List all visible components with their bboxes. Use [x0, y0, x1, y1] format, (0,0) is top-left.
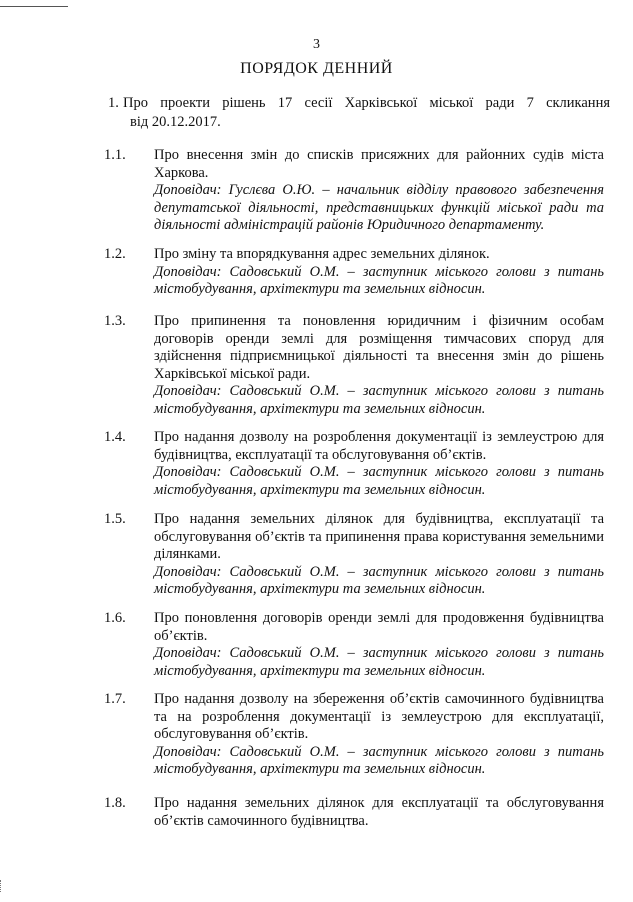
item-number: 1.2. — [104, 246, 126, 262]
item-title: Про надання земельних ділянок для експлуатації та обслуговування об’єктів самочинного будівництва. — [154, 795, 604, 829]
page-title: ПОРЯДОК ДЕННИЙ — [240, 60, 393, 77]
agenda-item-1-8 — [104, 795, 604, 830]
item-number: 1.1. — [104, 147, 126, 163]
scan-edge-mark — [0, 880, 4, 892]
item-speaker: Доповідач: Садовський О.М. – заступник міського голови з питань містобудування, архітектури та земельних відносин. — [154, 263, 604, 297]
scan-artifact-line — [0, 6, 68, 7]
main-item-line1: Про проекти рішень 17 сесії Харківської міської ради 7 скликання — [123, 95, 610, 111]
item-speaker: Доповідач: Садовський О.М. – заступник міського голови з питань містобудування, архітектури та земельних відносин. — [154, 464, 604, 498]
agenda-item-1-5 — [104, 511, 604, 599]
agenda-item-1-4 — [104, 429, 604, 499]
agenda-item-1-3 — [104, 313, 604, 418]
item-speaker: Доповідач: Садовський О.М. – заступник міського голови з питань містобудування, архітектури та земельних відносин. — [154, 645, 604, 679]
item-number: 1.5. — [104, 511, 126, 527]
item-title: Про поновлення договорів оренди землі для продовження будівництва об’єктів. — [154, 610, 604, 644]
agenda-item-1-1 — [104, 147, 604, 235]
agenda-main-item — [108, 94, 610, 132]
item-title: Про припинення та поновлення юридичним і фізичним особам договорів оренди землі для розміщення тимчасових споруд для здійснення підприємницької діяльності та внесення змін до рішень Харківської міської ради. — [154, 313, 604, 382]
item-number: 1.8. — [104, 795, 126, 811]
item-number: 1.7. — [104, 691, 126, 707]
agenda-item-1-2 — [104, 246, 604, 299]
item-title: Про надання дозволу на збереження об’єктів самочинного будівництва та на розроблення документації із землеустрою для експлуатації, обслуговування об’єктів. — [154, 691, 604, 742]
main-item-line2: від 20.12.2017. — [130, 114, 221, 130]
page-number: 3 — [313, 37, 320, 52]
item-title: Про внесення змін до списків присяжних для районних судів міста Харкова. — [154, 147, 604, 181]
item-speaker: Доповідач: Гуслєва О.Ю. – начальник відділу правового забезпечення депутатської діяльності, представницьких функцій міської ради та діяльності адміністрацій районів Юридичного департаменту. — [154, 182, 604, 233]
main-item-number: 1. — [108, 95, 119, 111]
item-title: Про надання дозволу на розроблення документації із землеустрою для будівництва, експлуатації та обслуговування об’єктів. — [154, 429, 604, 463]
item-title: Про зміну та впорядкування адрес земельних ділянок. — [154, 246, 490, 262]
item-number: 1.4. — [104, 429, 126, 445]
item-title: Про надання земельних ділянок для будівництва, експлуатації та обслуговування об’єктів та припинення права користування земельними ділянками. — [154, 511, 604, 562]
item-number: 1.3. — [104, 313, 126, 329]
item-speaker: Доповідач: Садовський О.М. – заступник міського голови з питань містобудування, архітектури та земельних відносин. — [154, 383, 604, 417]
item-speaker: Доповідач: Садовський О.М. – заступник міського голови з питань містобудування, архітектури та земельних відносин. — [154, 743, 604, 777]
agenda-item-1-6 — [104, 610, 604, 680]
agenda-item-1-7 — [104, 691, 604, 779]
item-speaker: Доповідач: Садовський О.М. – заступник міського голови з питань містобудування, архітектури та земельних відносин. — [154, 563, 604, 597]
item-number: 1.6. — [104, 610, 126, 626]
